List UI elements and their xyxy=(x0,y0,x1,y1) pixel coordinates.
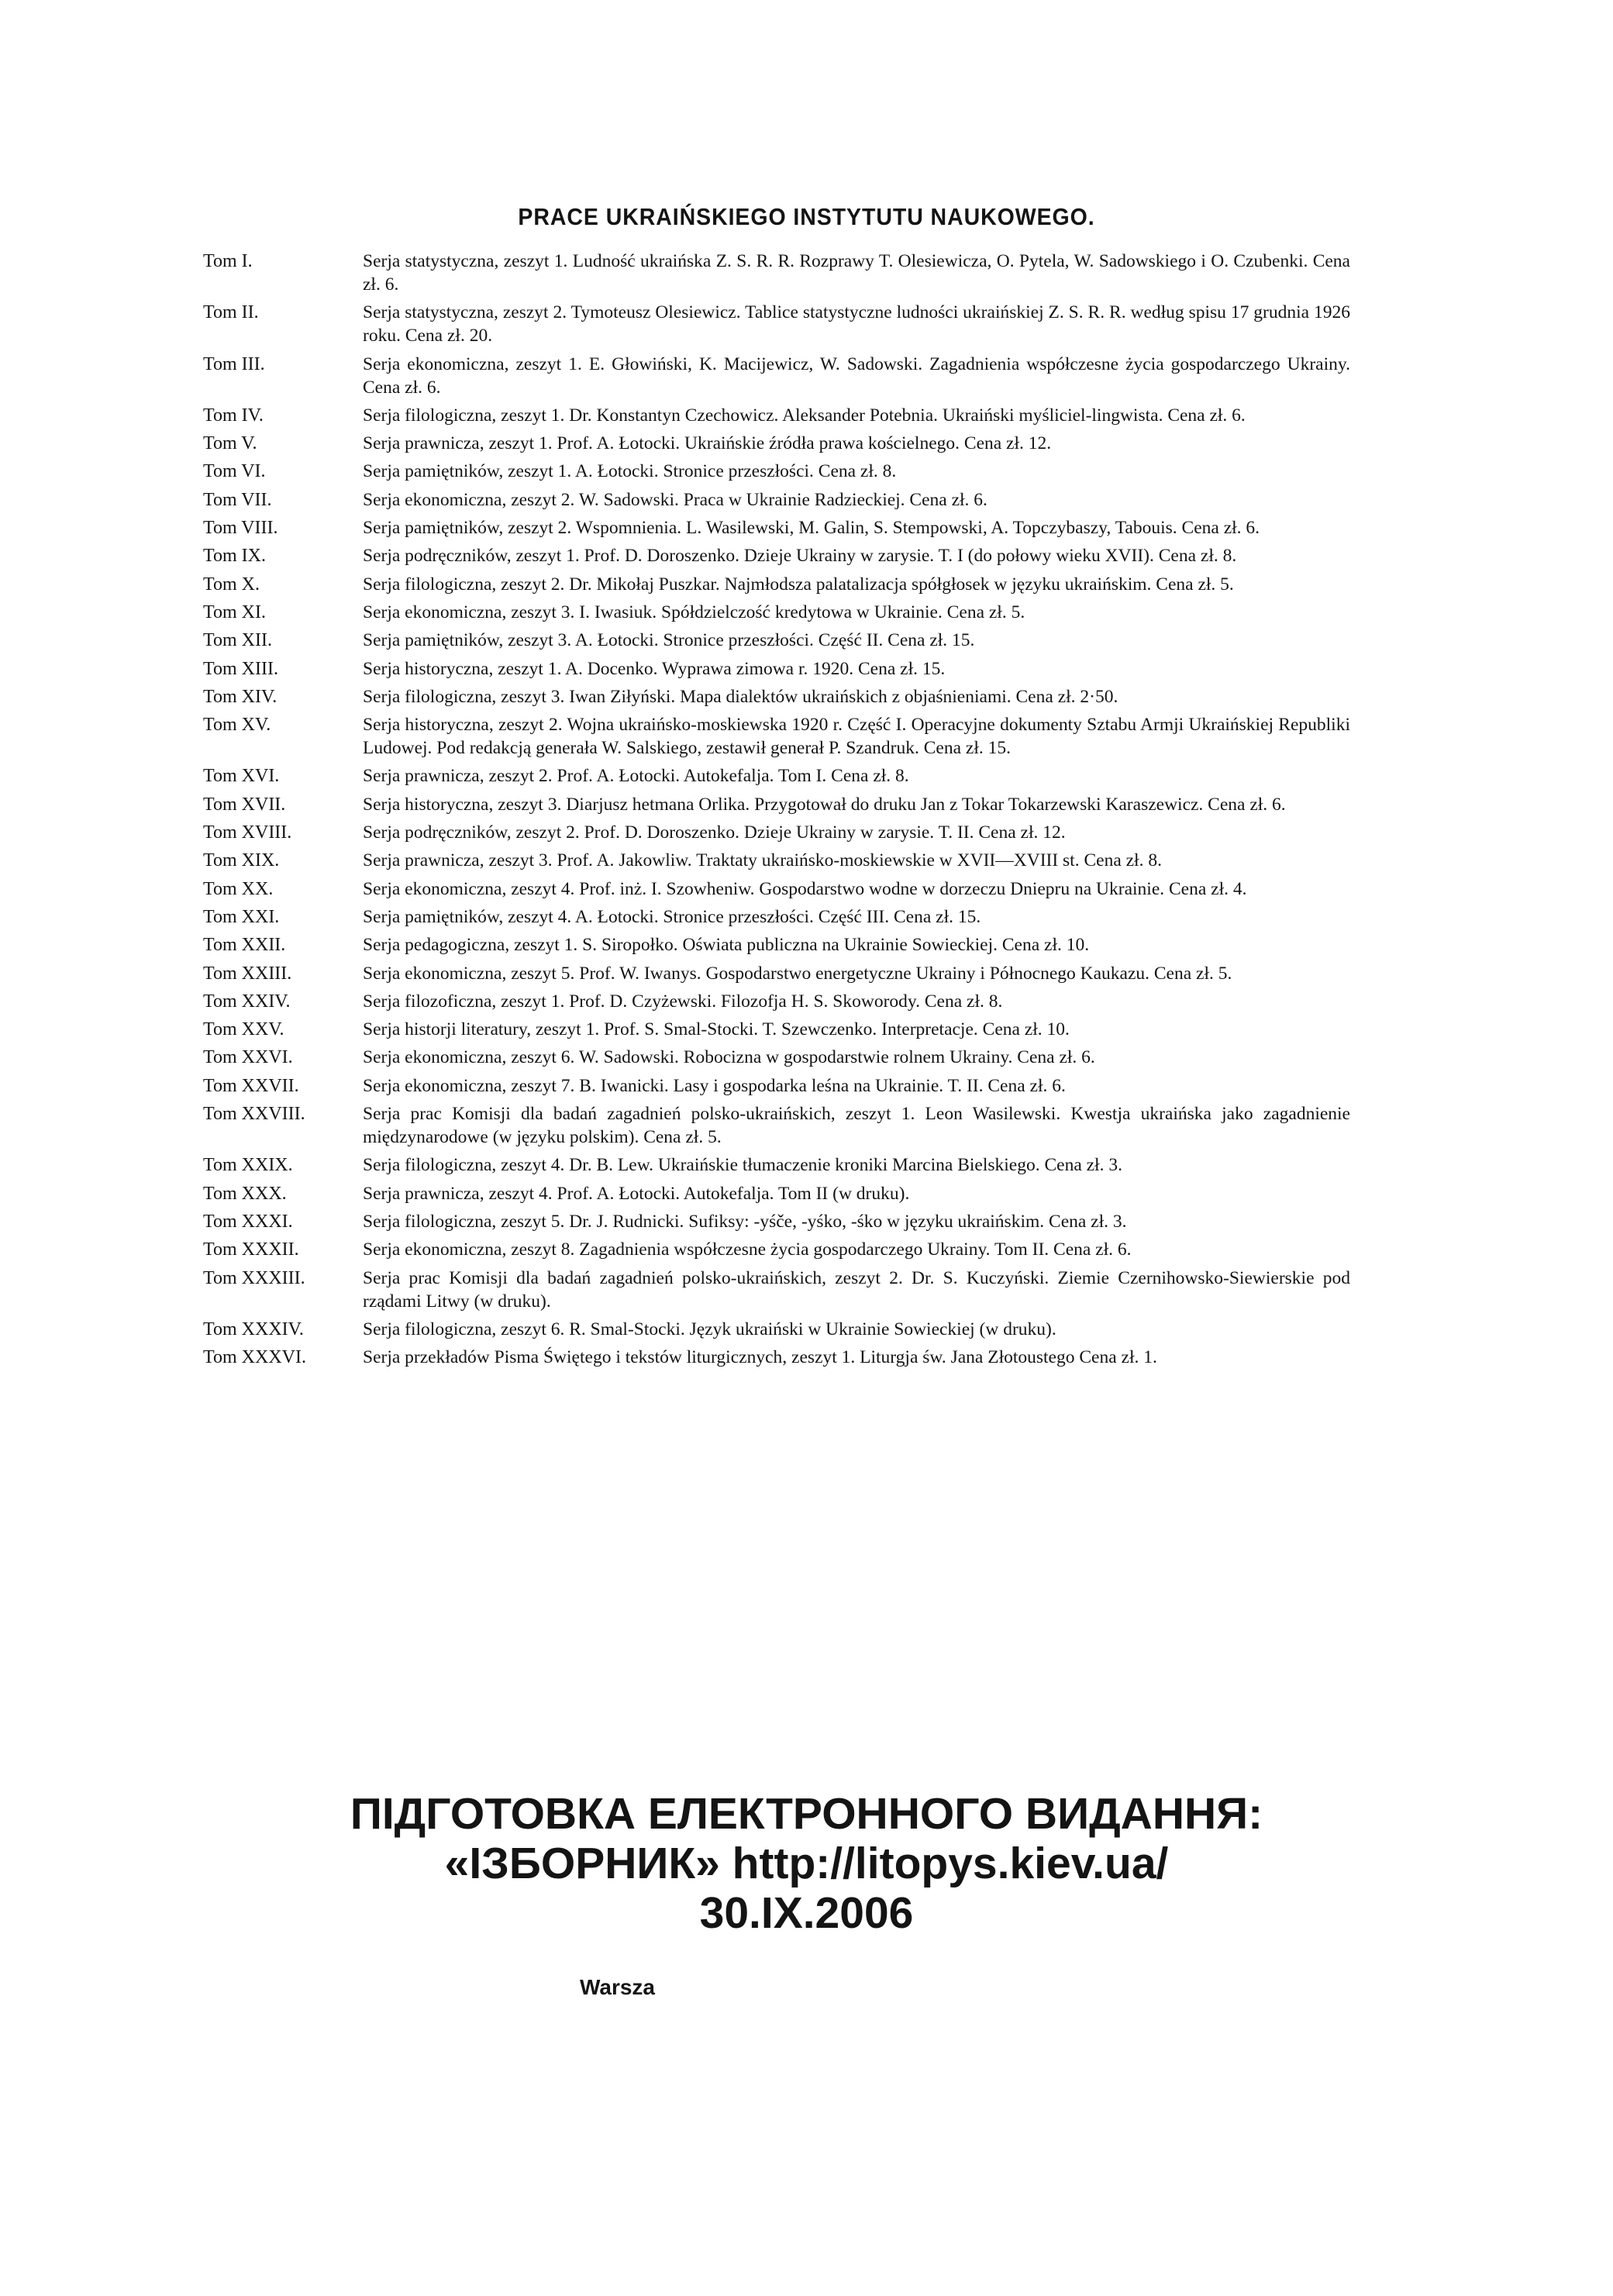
volume-description: Serja pamiętników, zeszyt 2. Wspomnienia. L. Wasilewski, M. Galin, S. Stempowski, A. Topczybaszy, Tabouis. Cena zł. 6. xyxy=(363,518,1260,539)
volume-description: Serja prawnicza, zeszyt 3. Prof. A. Jakowliw. Traktaty ukraińsko-moskiewskie w XVII—XVIII st. Cena zł. 8. xyxy=(363,850,1162,871)
volume-description: Serja statystyczna, zeszyt 1. Ludność ukraińska Z. S. R. R. Rozprawy T. Olesiewicza, O. Pytela, W. Sadowskiego i O. Czubenki. Cena zł. 6. xyxy=(363,251,1350,295)
volume-number: Tom XXX. xyxy=(203,1183,287,1204)
list-item xyxy=(203,713,1350,760)
list-item xyxy=(203,933,1350,957)
volume-description: Serja prawnicza, zeszyt 1. Prof. A. Łotocki. Ukraińskie źródła prawa kościelnego. Cena zł. 12. xyxy=(363,433,1052,454)
list-item xyxy=(203,301,1350,347)
volume-description: Serja historji literatury, zeszyt 1. Prof. S. Smal-Stocki. T. Szewczenko. Interpretacje. Cena zł. 10. xyxy=(363,1019,1070,1040)
volume-number: Tom XVII. xyxy=(203,794,286,815)
volume-description: Serja statystyczna, zeszyt 2. Tymoteusz Olesiewicz. Tablice statystyczne ludności ukraińskiej Z. S. R. R. według spisu 17 grudnia 1926 roku. Cena zł. 20. xyxy=(363,302,1350,346)
volume-number: Tom XI. xyxy=(203,602,266,622)
volume-number: Tom XXV. xyxy=(203,1019,284,1040)
volume-description: Serja przekładów Pisma Świętego i tekstów liturgicznych, zeszyt 1. Liturgja św. Jana Złotoustego Cena zł. 1. xyxy=(363,1347,1157,1368)
volume-description: Serja filologiczna, zeszyt 1. Dr. Konstantyn Czechowicz. Aleksander Potebnia. Ukraiński myśliciel-lingwista. Cena zł. 6. xyxy=(363,405,1246,426)
list-item xyxy=(203,601,1350,624)
volume-description: Serja historyczna, zeszyt 1. A. Docenko. Wyprawa zimowa r. 1920. Cena zł. 15. xyxy=(363,658,946,679)
volume-number: Tom XIII. xyxy=(203,658,278,679)
notice-date: 30.IX.2006 xyxy=(699,1888,914,1938)
volume-number: Tom I. xyxy=(203,251,253,271)
volume-number: Tom VII. xyxy=(203,489,272,510)
volume-description: Serja ekonomiczna, zeszyt 4. Prof. inż. I. Szowheniw. Gospodarstwo wodne w dorzeczu Dniepru na Ukrainie. Cena zł. 4. xyxy=(363,878,1247,899)
volume-description: Serja pamiętników, zeszyt 4. A. Łotocki. Stronice przeszłości. Część III. Cena zł. 15. xyxy=(363,906,981,927)
volume-number: Tom XXVII. xyxy=(203,1075,299,1096)
list-item xyxy=(203,1318,1350,1341)
list-item xyxy=(203,1346,1350,1369)
list-item xyxy=(203,629,1350,652)
volume-number: Tom V. xyxy=(203,433,257,454)
volume-number: Tom XIV. xyxy=(203,686,277,707)
volume-description: Serja pedagogiczna, zeszyt 1. S. Siropołko. Oświata publiczna na Ukrainie Sowieckiej. Cena zł. 10. xyxy=(363,935,1090,956)
volume-description: Serja ekonomiczna, zeszyt 3. I. Iwasiuk. Spółdzielczość kredytowa w Ukrainie. Cena zł. 5. xyxy=(363,602,1025,622)
volume-description: Serja prawnicza, zeszyt 4. Prof. A. Łotocki. Autokefalja. Tom II (w druku). xyxy=(363,1183,910,1204)
volume-description: Serja filologiczna, zeszyt 3. Iwan Ziłyński. Mapa dialektów ukraińskich z objaśnieniami. Cena zł. 2·50. xyxy=(363,686,1118,707)
volume-description: Serja filozoficzna, zeszyt 1. Prof. D. Czyżewski. Filozofja H. S. Skoworody. Cena zł. 8. xyxy=(363,991,1003,1012)
volume-description: Serja ekonomiczna, zeszyt 8. Zagadnienia współczesne życia gospodarczego Ukrainy. Tom II. Cena zł. 6. xyxy=(363,1239,1132,1260)
volume-description: Serja filologiczna, zeszyt 6. R. Smal-Stocki. Język ukraiński w Ukrainie Sowieckiej (w druku). xyxy=(363,1319,1056,1339)
list-item xyxy=(203,657,1350,681)
volume-number: Tom IV. xyxy=(203,405,264,426)
volume-description: Serja prac Komisji dla badań zagadnień polsko-ukraińskich, zeszyt 1. Leon Wasilewski. Kwestja ukraińska jako zagadnienie międzynarodowe (w języku polskim). Cena zł. 5. xyxy=(363,1104,1350,1148)
notice-line-1: ПІДГОТОВКА ЕЛЕКТРОННОГО ВИДАННЯ: xyxy=(350,1789,1263,1839)
volume-number: Tom XXXII. xyxy=(203,1239,299,1260)
volume-description: Serja ekonomiczna, zeszyt 2. W. Sadowski. Praca w Ukrainie Radzieckiej. Cena zł. 6. xyxy=(363,489,987,510)
volume-number: Tom XV. xyxy=(203,715,271,736)
volume-description: Serja ekonomiczna, zeszyt 1. E. Głowiński, K. Macijewicz, W. Sadowski. Zagadnienia współczesne życia gospodarczego Ukrainy. Cena zł. 6. xyxy=(363,353,1350,398)
list-item xyxy=(203,573,1350,596)
list-item xyxy=(203,516,1350,540)
volume-number: Tom XXII. xyxy=(203,935,286,956)
volume-description: Serja pamiętników, zeszyt 1. A. Łotocki. Stronice przeszłości. Cena zł. 8. xyxy=(363,461,897,482)
page-title: PRACE UKRAIŃSKIEGO INSTYTUTU NAUKOWEGO. xyxy=(518,203,1095,230)
volume-number: Tom XXXIII. xyxy=(203,1267,305,1288)
list-item xyxy=(203,821,1350,844)
list-item xyxy=(203,1153,1350,1177)
volume-description: Serja historyczna, zeszyt 2. Wojna ukraińsko-moskiewska 1920 r. Część I. Operacyjne dokumenty Sztabu Armji Ukraińskiej Republiki Ludowej. Pod redakcją generała W. Salskiego, zestawił generał P. Szandruk. Cena zł. 15. xyxy=(363,715,1350,759)
volume-description: Serja historyczna, zeszyt 3. Diarjusz hetmana Orlika. Przygotował do druku Jan z Tokar Tokarzewski Karaszewicz. Cena zł. 6. xyxy=(363,794,1286,815)
list-item xyxy=(203,250,1350,296)
list-item xyxy=(203,990,1350,1013)
volume-description: Serja podręczników, zeszyt 1. Prof. D. Doroszenko. Dzieje Ukrainy w zarysie. T. I (do połowy wieku XVII). Cena zł. 8. xyxy=(363,546,1237,567)
list-item xyxy=(203,404,1350,427)
volume-number: Tom XII. xyxy=(203,630,272,651)
list-item xyxy=(203,460,1350,483)
volume-number: Tom IX. xyxy=(203,546,266,567)
list-item xyxy=(203,962,1350,985)
volume-number: Tom XXIII. xyxy=(203,963,292,984)
volume-number: Tom VIII. xyxy=(203,518,278,539)
list-item xyxy=(203,793,1350,816)
list-item xyxy=(203,1074,1350,1098)
list-item xyxy=(203,1267,1350,1313)
volume-number: Tom VI. xyxy=(203,461,266,482)
volume-number: Tom XXI. xyxy=(203,906,280,927)
volume-description: Serja prac Komisji dla badań zagadnień polsko-ukraińskich, zeszyt 2. Dr. S. Kuczyński. Ziemie Czernihowsko-Siewierskie pod rządami Litwy (w druku). xyxy=(363,1267,1350,1312)
list-item xyxy=(203,353,1350,399)
list-item xyxy=(203,1238,1350,1261)
list-item xyxy=(203,849,1350,872)
publication-list xyxy=(203,250,1350,1374)
list-item xyxy=(203,877,1350,901)
publication-city: Warsza xyxy=(580,1975,656,1999)
list-item xyxy=(203,1182,1350,1205)
list-item xyxy=(203,685,1350,708)
list-item xyxy=(203,1210,1350,1233)
volume-number: Tom III. xyxy=(203,353,265,374)
volume-description: Serja ekonomiczna, zeszyt 6. W. Sadowski. Robocizna w gospodarstwie rolnem Ukrainy. Cena zł. 6. xyxy=(363,1047,1095,1068)
volume-description: Serja pamiętników, zeszyt 3. A. Łotocki. Stronice przeszłości. Część II. Cena zł. 15. xyxy=(363,630,975,651)
volume-number: Tom XVIII. xyxy=(203,822,292,843)
list-item xyxy=(203,905,1350,929)
volume-description: Serja filologiczna, zeszyt 5. Dr. J. Rudnicki. Sufiksy: -yśče, -yśko, -śko w języku ukraińskim. Cena zł. 3. xyxy=(363,1211,1127,1232)
list-item xyxy=(203,544,1350,567)
list-item xyxy=(203,1018,1350,1041)
volume-number: Tom II. xyxy=(203,302,259,323)
volume-number: Tom XXVIII. xyxy=(203,1104,305,1125)
volume-description: Serja prawnicza, zeszyt 2. Prof. A. Łotocki. Autokefalja. Tom I. Cena zł. 8. xyxy=(363,766,909,787)
list-item xyxy=(203,488,1350,512)
volume-number: Tom XIX. xyxy=(203,850,280,871)
volume-number: Tom XXXI. xyxy=(203,1211,293,1232)
volume-number: Tom XXXIV. xyxy=(203,1319,304,1339)
list-item xyxy=(203,1102,1350,1149)
volume-description: Serja filologiczna, zeszyt 2. Dr. Mikołaj Puszkar. Najmłodsza palatalizacja spółgłosek w języku ukraińskim. Cena zł. 5. xyxy=(363,574,1234,595)
list-item xyxy=(203,764,1350,788)
list-item xyxy=(203,432,1350,455)
volume-description: Serja ekonomiczna, zeszyt 5. Prof. W. Iwanys. Gospodarstwo energetyczne Ukrainy i Północnego Kaukazu. Cena zł. 5. xyxy=(363,963,1232,984)
volume-number: Tom XVI. xyxy=(203,766,280,787)
volume-number: Tom XX. xyxy=(203,878,274,899)
notice-line-2: «ІЗБОРНИК» http://litopys.kiev.ua/ xyxy=(444,1839,1169,1888)
volume-number: Tom XXIV. xyxy=(203,991,291,1012)
volume-number: Tom X. xyxy=(203,574,260,595)
volume-description: Serja ekonomiczna, zeszyt 7. B. Iwanicki. Lasy i gospodarka leśna na Ukrainie. T. II. Cena zł. 6. xyxy=(363,1075,1066,1096)
volume-number: Tom XXIX. xyxy=(203,1155,293,1176)
volume-number: Tom XXVI. xyxy=(203,1047,293,1068)
list-item xyxy=(203,1046,1350,1069)
volume-number: Tom XXXVI. xyxy=(203,1347,306,1368)
electronic-edition-notice xyxy=(0,1789,1613,1938)
volume-description: Serja filologiczna, zeszyt 4. Dr. B. Lew. Ukraińskie tłumaczenie kroniki Marcina Bielskiego. Cena zł. 3. xyxy=(363,1155,1122,1176)
volume-description: Serja podręczników, zeszyt 2. Prof. D. Doroszenko. Dzieje Ukrainy w zarysie. T. II. Cena zł. 12. xyxy=(363,822,1066,843)
